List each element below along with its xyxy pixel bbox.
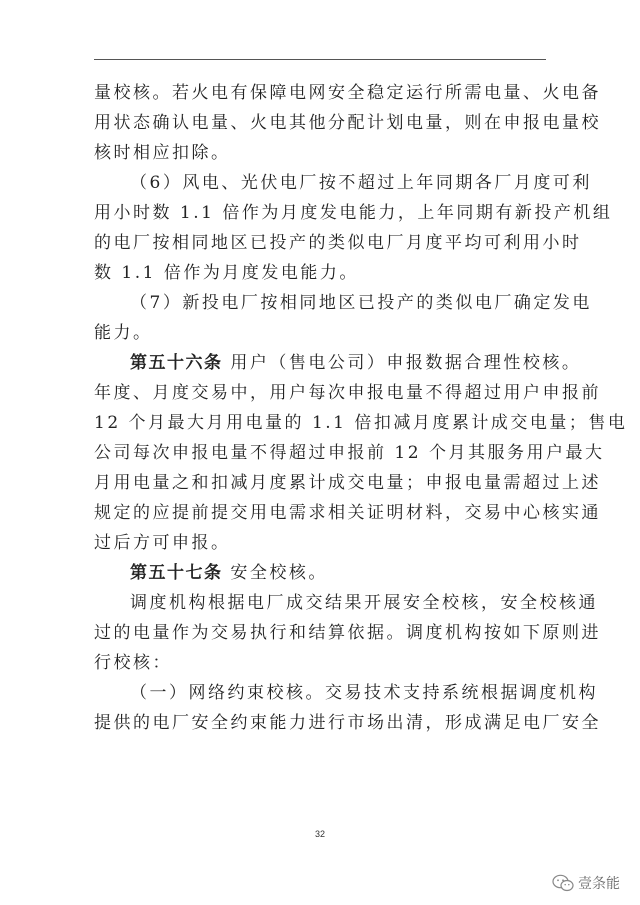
- text-line: [94, 648, 554, 678]
- text-line: [94, 468, 601, 498]
- text-line: [94, 618, 601, 648]
- text-line: [94, 438, 605, 468]
- text-line: [94, 588, 598, 618]
- body-text: [94, 78, 628, 738]
- line-text: 年度、月度交易中，用户每次申报电量不得超过用户申报前: [94, 383, 601, 403]
- line-text: （一）网络约束校核。交易技术支持系统根据调度机构: [130, 683, 598, 703]
- line-text: 公司每次申报电量不得超过申报前 12 个月其服务用户最大: [94, 443, 605, 463]
- text-line: [94, 288, 592, 318]
- line-text: （7）新投电厂按相同地区已投产的类似电厂确定发电: [130, 293, 592, 313]
- line-text: 规定的应提前提交用电需求相关证明材料，交易中心核实通: [94, 503, 601, 523]
- line-text: 提供的电厂安全约束能力进行市场出清，形成满足电厂安全: [94, 713, 601, 733]
- watermark-text: 壹条能: [578, 876, 620, 892]
- line-text: 量校核。若火电有保障电网安全稳定运行所需电量、火电备: [94, 83, 601, 103]
- article-heading: 第五十七条: [130, 563, 223, 583]
- text-line: [94, 678, 598, 708]
- line-text: 调度机构根据电厂成交结果开展安全校核，安全校核通: [130, 593, 598, 613]
- line-text: 数 1.1 倍作为月度发电能力。: [94, 263, 359, 283]
- text-line: [94, 108, 601, 138]
- text-line: [94, 558, 554, 588]
- text-line: [94, 138, 554, 168]
- text-line: [94, 708, 601, 738]
- text-line: [94, 498, 601, 528]
- article-heading: 第五十六条: [130, 353, 223, 373]
- line-text: 过后方可申报。: [94, 533, 231, 553]
- text-line: [94, 348, 582, 378]
- line-text: 的电厂按相同地区已投产的类似电厂月度平均可利用小时: [94, 233, 582, 253]
- line-text: 能力。: [94, 323, 153, 343]
- wechat-icon: [552, 874, 574, 892]
- line-text: （6）风电、光伏电厂按不超过上年同期各厂月度可利: [130, 173, 592, 193]
- text-line: [94, 228, 582, 258]
- watermark: [552, 873, 620, 893]
- line-text: 月用电量之和扣减月度累计成交电量；申报电量需超过上述: [94, 473, 601, 493]
- line-text: 12 个月最大月用电量的 1.1 倍扣减月度累计成交电量；售电: [94, 413, 628, 433]
- line-text: 用小时数 1.1 倍作为月度发电能力，上年同期有新投产机组: [94, 203, 613, 223]
- text-line: [94, 258, 554, 288]
- line-text: 用户（售电公司）申报数据合理性校核。: [222, 353, 582, 373]
- line-text: 用状态确认电量、火电其他分配计划电量，则在申报电量校: [94, 113, 601, 133]
- line-text: 过的电量作为交易执行和结算依据。调度机构按如下原则进: [94, 623, 601, 643]
- line-text: 核时相应扣除。: [94, 143, 231, 163]
- text-line: [94, 378, 601, 408]
- line-text: 安全校核。: [222, 563, 328, 583]
- line-text: 行校核：: [94, 653, 172, 673]
- text-line: [94, 528, 554, 558]
- text-line: [94, 198, 613, 228]
- header-rule: [94, 59, 546, 60]
- page-number: 32: [314, 829, 325, 839]
- text-line: [94, 318, 554, 348]
- text-line: [94, 78, 601, 108]
- text-line: [94, 408, 628, 438]
- text-line: [94, 168, 592, 198]
